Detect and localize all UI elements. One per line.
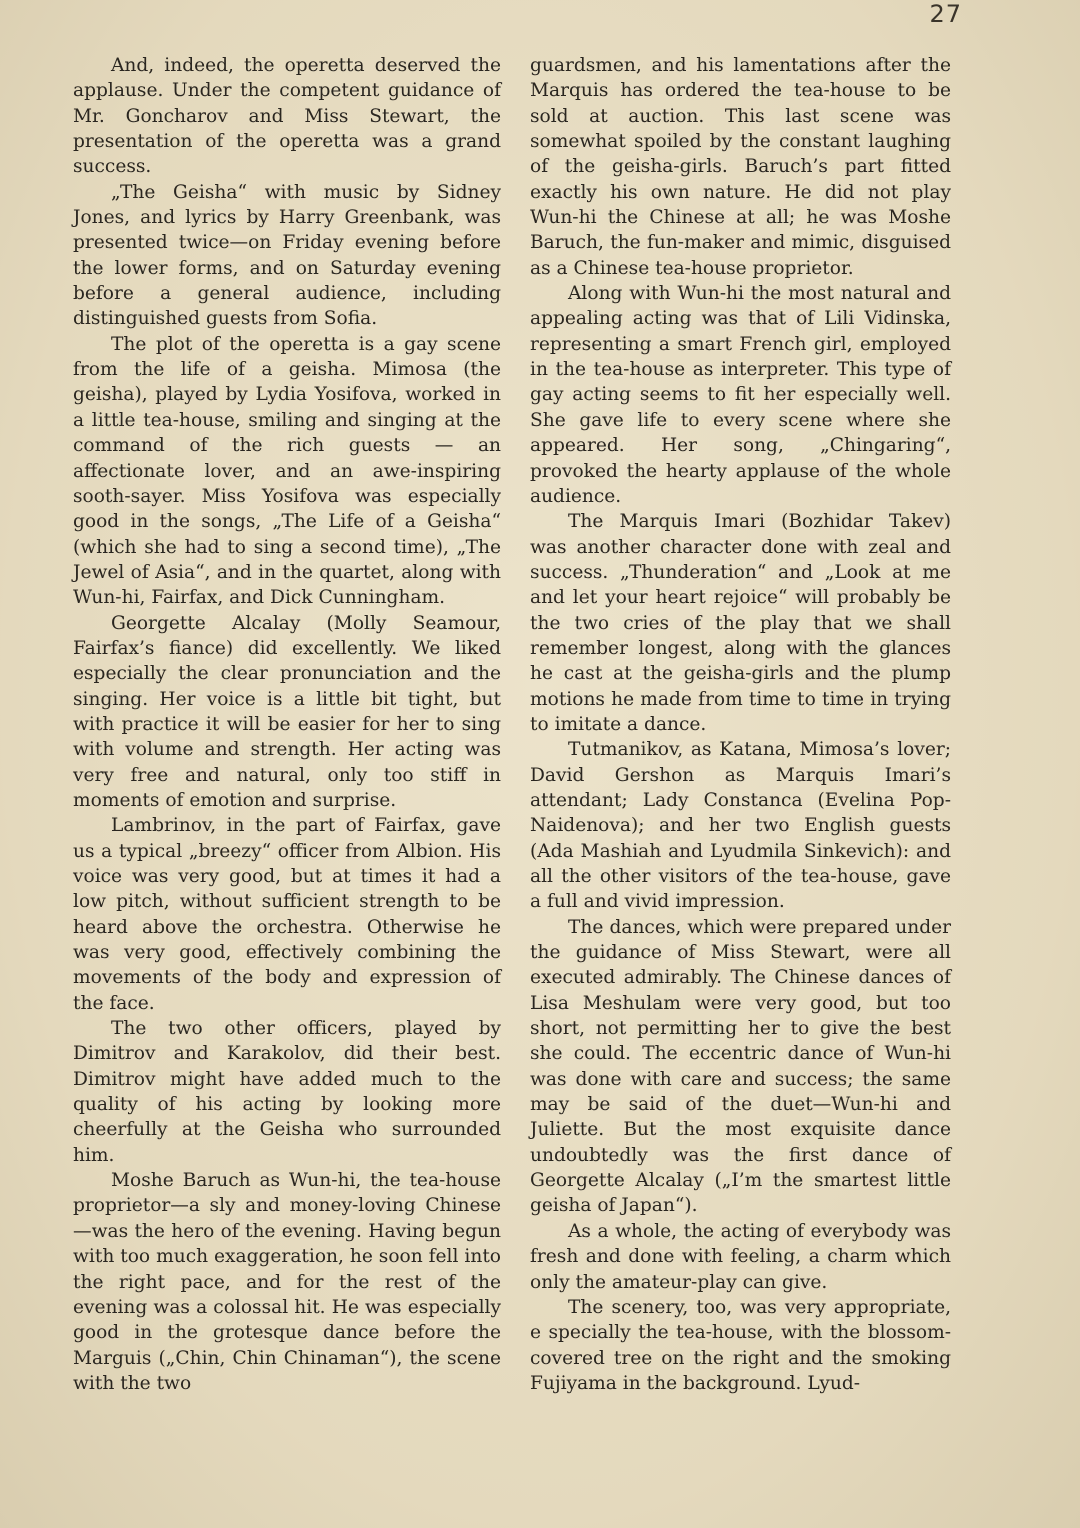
paragraph: As a whole, the acting of everybody was fresh and done with feeling, a charm which only the amateur-play can give.	[530, 1220, 951, 1293]
paragraph: The plot of the operetta is a gay scene from the life of a geisha. Mimosa (the geisha), played by Lydia Yosifova, worked in a little tea-house, smiling and singing at the command of the rich guests — an affectionate lover, and an awe-inspiring sooth-sayer. Miss Yosifova was especially good in the songs, „The Life of a Geisha“ (which she had to sing a second time), „The Jewel of Asia“, and in the quartet, along with Wun-hi, Fairfax, and Dick Cunningham.	[73, 333, 501, 609]
paragraph: „The Geisha“ with music by Sidney Jones, and lyrics by Harry Greenbank, was presented twice—on Friday evening before the lower forms, and on Saturday evening before a general audience, including distinguished guests from Sofia.	[73, 181, 501, 330]
left-column	[73, 53, 501, 1396]
paragraph: Along with Wun-hi the most natural and appealing acting was that of Lili Vidinska, representing a smart French girl, employed in the tea-house as interpreter. This type of gay acting seems to fit her especially well. She gave life to every scene where she appeared. Her song, „Chingaring“, provoked the hearty applause of the whole audience.	[530, 283, 951, 507]
paragraph-continuation: guardsmen, and his lamentations after the Marquis has ordered the tea-house to be sold at auction. This last scene was somewhat spoiled by the constant laughing of the geisha-girls. Baruch’s part fitted exactly his own nature. He did not play Wun-hi the Chinese at all; he was Moshe Baruch, the fun-maker and mimic, disguised as a Chinese tea-house proprietor.	[530, 55, 951, 279]
paragraph: Georgette Alcalay (Molly Seamour, Fairfax’s fiance) did excellently. We liked especially the clear pronunciation and the singing. Her voice is a little bit tight, but with practice it will be easier for her to sing with volume and strength. Her acting was very free and natural, only too stiff in moments of emotion and surprise.	[73, 612, 501, 811]
paragraph: Moshe Baruch as Wun-hi, the tea-house proprietor—a sly and money-loving Chinese —was the hero of the evening. Having begun with too much exaggeration, he soon fell into the right pace, and for the rest of the evening was a colossal hit. He was especially good in the grotesque dance before the Marguis („Chin, Chin Chinaman“), the scene with the two	[73, 1170, 501, 1394]
paragraph: And, indeed, the operetta deserved the applause. Under the competent guidance of Mr. Goncharov and Miss Stewart, the presentation of the operetta was a grand success.	[73, 55, 501, 178]
paragraph: The scenery, too, was very appropriate, e specially the tea-house, with the blossom-covered tree on the right and the smoking Fujiyama in the background. Lyud-	[530, 1296, 951, 1394]
paragraph: The two other officers, played by Dimitrov and Karakolov, did their best. Dimitrov might have added much to the quality of his acting by looking more cheerfully at the Geisha who surrounded him.	[73, 1018, 501, 1166]
paragraph: The Marquis Imari (Bozhidar Takev) was another character done with zeal and success. „Thunderation“ and „Look at me and let your heart rejoice“ will probably be the two cries of the play that we shall remember longest, along with the glances he cast at the geisha-girls and the plump motions he made from time to time in trying to imitate a dance.	[530, 511, 951, 735]
paragraph: Lambrinov, in the part of Fairfax, gave us a typical „breezy“ officer from Albion. His voice was very good, but at times it had a low pitch, without sufficient strength to be heard above the orchestra. Otherwise he was very good, effectively combining the movements of the body and expression of the face.	[73, 815, 501, 1014]
paragraph: The dances, which were prepared under the guidance of Miss Stewart, were all executed admirably. The Chinese dances of Lisa Meshulam were very good, but too short, not permitting her to give the best she could. The eccentric dance of Wun-hi was done with care and success; the same may be said of the duet—Wun-hi and Juliette. But the most exquisite dance undoubtedly was the first dance of Georgette Alcalay („I’m the smartest little geisha of Japan“).	[530, 916, 951, 1217]
paragraph: Tutmanikov, as Katana, Mimosa’s lover; David Gershon as Marquis Imari’s attendant; Lady Constanca (Evelina Pop-Naidenova); and her two English guests (Ada Mashiah and Lyudmila Sinkevich): and all the other visitors of the tea-house, gave a full and vivid impression.	[530, 739, 951, 913]
right-column	[530, 53, 951, 1396]
page-number: 27	[929, 0, 962, 28]
